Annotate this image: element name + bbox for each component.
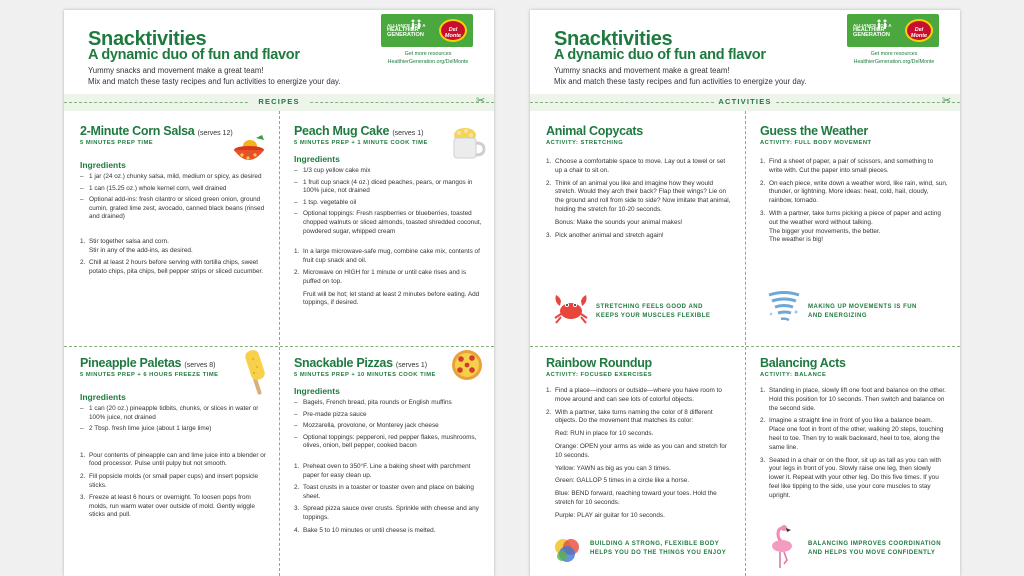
- resources-link[interactable]: HealthierGeneration.org/DelMonte: [387, 58, 469, 65]
- tornado-icon: [766, 290, 802, 326]
- step-item: 1. In a large microwave-safe mug, combine cake mix, contents of fruit cup snack and oil.: [294, 248, 480, 264]
- recipe-serves: (serves 1): [392, 130, 424, 137]
- activity-title: Animal Copycats: [546, 124, 643, 138]
- step-item: 1. Find a place—indoors or outside—where you have room to move around and can see lots of colorful objects.: [546, 387, 722, 403]
- step-text: Freeze at least 6 hours or overnight. To loosen pops from molds, run warm water over outside of mold. Gently wiggle sticks and pull.: [89, 494, 255, 519]
- ingredients-heading: Ingredients: [294, 154, 340, 164]
- recipes-sheet: [64, 10, 494, 576]
- recipe-time: 5 MINUTES PREP + 1 MINUTE COOK TIME: [294, 140, 428, 146]
- ingredients-list: [294, 399, 482, 451]
- sheet-title: Snacktivities: [554, 28, 673, 50]
- horizontal-cut-line: [530, 346, 960, 347]
- step-item: 1. Preheat oven to 350°F. Line a baking sheet with parchment paper for easy clean up.: [294, 462, 471, 479]
- step-text: Standing in place, slowly lift one foot and balance on the other. Hold this position for 10 seconds. Then switch and balance on the second side.: [769, 387, 946, 412]
- steps-list: [80, 238, 266, 276]
- step-text: Microwave on HIGH for 1 minute or until cake rises and is puffed on top.: [303, 269, 467, 285]
- healthier-generation-logo: [853, 23, 893, 39]
- step-item: 2. Think of an animal you like and imagine how they would stretch. Would they arch their back? Flap their wings? Lie on the ground and roll from side to side? Now imitate that animal, holding the stretch for 10-20 seconds. Bonus: Make the sounds your animal makes!: [546, 179, 731, 226]
- ingredients-list: [80, 173, 266, 222]
- activity-title: Balancing Acts: [760, 356, 846, 370]
- section-label: ACTIVITIES: [715, 97, 775, 106]
- sheet-intro: [554, 66, 854, 87]
- recipe-time: 5 MINUTES PREP TIME: [80, 140, 154, 146]
- tip-text: KEEPS YOUR MUSCLES FLEXIBLE: [596, 312, 711, 319]
- step-item: 3. Seated in a chair or on the floor, sit up as tall as you can with your legs in front of you. Slowly raise one leg, then slowly lower it. Repeat with your other leg. Do this five times. If you feel like tipping to the side, use your core muscles to stay upright.: [760, 456, 941, 499]
- activity-animal-copycats: [546, 124, 732, 244]
- step-text: Spread pizza sauce over crusts. Sprinkle with cheese and any toppings.: [303, 505, 479, 521]
- step-item: 2. Microwave on HIGH for 1 minute or until cake rises and is puffed on top. Fruit will be hot; let stand at least 2 minutes before eating. Add toppings, if desired.: [294, 269, 482, 307]
- step-text: Imagine a straight line in front of you like a balance beam. Place one foot in front of the other, walking 20 steps, touching heel to toe. Then try to walk backward, heel to toe, along the same line.: [769, 417, 944, 451]
- color-move: Red: RUN in place for 10 seconds.: [555, 430, 654, 438]
- tip-text: STRETCHING FEELS GOOD AND: [596, 304, 703, 310]
- pizza-icon: [450, 348, 484, 382]
- intro-line: Mix and match these tasty recipes and fun activities to energize your day.: [554, 76, 807, 86]
- ingredient-item: – Pre-made pizza sauce: [294, 411, 482, 420]
- step-item: 3. Spread pizza sauce over crusts. Sprinkle with cheese and any toppings.: [294, 505, 479, 521]
- ingredient-item: – 1 can (20 oz.) pineapple tidbits, chunks, or slices in water or 100% juice, not drained: [80, 405, 266, 422]
- ingredient-item: – Mozzarella, provolone, or Monterey jack cheese: [294, 422, 482, 431]
- ingredient-item: – 1 fruit cup snack (4 oz.) diced peaches, pears, or mangos in 100% juice, not drained: [294, 179, 482, 196]
- step-text: Fill popsicle molds (or small paper cups) and insert popsicle sticks.: [89, 472, 259, 489]
- activity-rainbow-roundup: [546, 356, 732, 525]
- step-item: 3. With a partner, take turns picking a piece of paper and acting out the weather word without talking. The bigger your movements, the better. The weather is big!: [760, 209, 941, 244]
- steps-list: [80, 452, 266, 520]
- activity-tip: [808, 540, 941, 557]
- ingredients-heading: Ingredients: [80, 160, 126, 170]
- intro-line: Mix and match these tasty recipes and fun activities to energize your day.: [88, 76, 341, 86]
- step-item: 2. With a partner, take turns naming the color of 8 different objects. Do the movement that matches its color: Red: RUN in place for 10 seconds. Orange: OPEN your arms as wide as you can and stretch for 10 seconds. Yellow: YAWN as big as you can 3 times. Green: GALLOP 5 times in a circle like a horse. Blue: BEND forward, reaching toward your toes. Hold the stretch for 10 seconds. Purple: PLAY air guitar for 10 seconds.: [546, 409, 732, 521]
- steps-list: [760, 158, 948, 245]
- step-text: With a partner, take turns picking a piece of paper and acting out the weather word without talking.: [769, 209, 941, 226]
- logo-small-text: ALLIANCE FOR A: [853, 23, 892, 28]
- del-monte-logo: [905, 19, 933, 42]
- step-item: 2. On each piece, write down a weather word, like rain, wind, sun, thunder, or lightning. More ideas: heat, cold, hail, cloudy, rainbow, tornado.: [760, 179, 948, 205]
- step-text: Bake 5 to 10 minutes or until cheese is melted.: [303, 526, 436, 534]
- recipe-serves: (serves 1): [395, 362, 428, 369]
- step-item: 2. Toast crusts in a toaster or toaster oven and place on baking sheet.: [294, 484, 474, 500]
- logo-small-text: ALLIANCE FOR A: [387, 23, 426, 28]
- step-text: Seated in a chair or on the floor, sit up as tall as you can with your legs in front of you. Slowly raise one leg, then slowly lower it. Repeat with your other leg. Do this five times. If you feel like tipping to the side, use your core muscles to stay upright.: [769, 456, 941, 499]
- ingredients-heading: Ingredients: [80, 392, 126, 402]
- step-text: Toast crusts in a toaster or toaster oven and place on baking sheet.: [303, 484, 474, 500]
- step-text: Pour contents of pineapple can and lime juice into a blender or food processor. Pulse until pulpy but not smooth.: [89, 451, 266, 468]
- ingredient-item: – Bagels, French bread, pita rounds or English muffins: [294, 399, 482, 408]
- ingredients-heading: Ingredients: [294, 386, 340, 396]
- ingredient-item: – Optional toppings: pepperoni, red pepper flakes, mushrooms, olives, onion, bell pepper, cooked bacon: [294, 434, 482, 451]
- activities-sheet: [530, 10, 960, 576]
- step-item: 3. Pick another animal and stretch again!: [546, 231, 664, 239]
- recipe-name: Snackable Pizzas: [294, 356, 393, 370]
- step-text: In a large microwave-safe mug, combine cake mix, contents of fruit cup snack and oil.: [303, 248, 480, 264]
- step-text: Bonus: Make the sounds your animal makes!: [555, 218, 683, 226]
- salsa-bowl-icon: [232, 134, 266, 166]
- ingredient-item: – Optional add-ins: fresh cilantro or sliced green onion, ground cumin, grated lime zest, avocado, canned black beans (rinsed and drained): [80, 196, 266, 222]
- activity-tip: [596, 303, 710, 320]
- logo-big-text: HEALTHIER GENERATION: [387, 27, 424, 39]
- step-text: Think of an animal you like and imagine how they would stretch. Would they arch their back? Flap their wings? Lie on the ground and roll from side to side? Now imitate that animal, holding the stretch for 10-20 seconds.: [555, 179, 731, 213]
- activity-guess-the-weather: [760, 124, 948, 249]
- step-text: Find a place—indoors or outside—where you have room to move around and can see lots of colorful objects.: [555, 387, 722, 403]
- step-text: Stir in any of the add-ins, as desired.: [89, 246, 193, 254]
- step-text: The bigger your movements, the better.: [769, 227, 881, 235]
- del-monte-text: Del Monte: [444, 27, 462, 39]
- recipe-pineapple-paletas: [80, 356, 266, 524]
- steps-list: [546, 158, 732, 240]
- section-label: RECIPES: [249, 97, 309, 106]
- step-text: With a partner, take turns naming the color of 8 different objects. Do the movement that matches its color:: [555, 408, 713, 425]
- step-text: Preheat oven to 350°F. Line a baking sheet with parchment paper for easy clean up.: [303, 462, 471, 479]
- step-text: Fruit will be hot; let stand at least 2 minutes before eating. Add toppings, if desired.: [303, 290, 480, 307]
- ingredients-list: [294, 167, 482, 236]
- recipe-name: Pineapple Paletas: [80, 356, 182, 370]
- ingredient-item: – Optional toppings: Fresh raspberries or blueberries, toasted chopped walnuts or sliced almonds, toasted shredded coconut, powdered sugar, whipped cream: [294, 210, 482, 236]
- activity-tip: [590, 540, 726, 557]
- color-move: Yellow: YAWN as big as you can 3 times.: [555, 464, 671, 472]
- step-item: 1. Pour contents of pineapple can and lime juice into a blender or food processor. Pulse until pulpy but not smooth.: [80, 451, 266, 468]
- recipe-name: Peach Mug Cake: [294, 124, 390, 138]
- tip-text: MAKING UP MOVEMENTS IS FUN: [808, 304, 917, 310]
- color-move: Purple: PLAY air guitar for 10 seconds.: [555, 511, 665, 519]
- step-item: 2. Fill popsicle molds (or small paper cups) and insert popsicle sticks.: [80, 472, 259, 489]
- activity-title: Rainbow Roundup: [546, 356, 652, 370]
- tip-text: AND HELPS YOU MOVE CONFIDENTLY: [808, 549, 936, 556]
- step-item: 4. Bake 5 to 10 minutes or until cheese is melted.: [294, 526, 436, 534]
- ingredient-item: – 1 tsp. vegetable oil: [294, 199, 482, 208]
- recipe-serves: (serves 8): [184, 362, 216, 369]
- step-text: Chill at least 2 hours before serving with tortilla chips, sweet potato chips, pita chips, bell pepper strips or sliced cucumber.: [89, 259, 264, 275]
- color-move: Blue: BEND forward, reaching toward your toes. Hold the stretch for 10 seconds.: [555, 490, 717, 506]
- steps-list: [760, 387, 948, 501]
- steps-list: [294, 248, 482, 308]
- activity-type: ACTIVITY: FOCUSED EXERCISES: [546, 372, 653, 378]
- ingredient-item: – 1 jar (24 oz.) chunky salsa, mild, medium or spicy, as desired: [80, 173, 266, 182]
- step-item: 1. Choose a comfortable space to move. Lay out a towel or set up a chair to sit on.: [546, 158, 726, 174]
- step-text: The weather is big!: [769, 236, 823, 244]
- step-item: 2. Chill at least 2 hours before serving with tortilla chips, sweet potato chips, pita chips, bell pepper strips or sliced cucumber.: [80, 259, 264, 275]
- flamingo-icon: [766, 524, 796, 570]
- recipe-snackable-pizzas: [294, 356, 482, 539]
- ingredient-item: – 1/3 cup yellow cake mix: [294, 167, 482, 176]
- step-item: 1. Find a sheet of paper, a pair of scissors, and something to write with. Cut the paper into small pieces.: [760, 158, 934, 174]
- ingredient-item: – 1 can (15.25 oz.) whole kernel corn, well drained: [80, 185, 266, 194]
- resources-text: [379, 51, 477, 66]
- activity-type: ACTIVITY: BALANCE: [760, 372, 827, 378]
- step-text: Stir together salsa and corn.: [89, 237, 169, 245]
- steps-list: [294, 463, 482, 535]
- step-text: Pick another animal and stretch again!: [555, 231, 664, 239]
- partner-logo: [381, 14, 473, 47]
- step-text: Choose a comfortable space to move. Lay out a towel or set up a chair to sit on.: [555, 158, 726, 174]
- horizontal-cut-line: [64, 346, 494, 347]
- tip-text: BUILDING A STRONG, FLEXIBLE BODY: [590, 541, 720, 547]
- recipe-serves: (serves 12): [197, 130, 233, 137]
- sheet-intro: [88, 66, 388, 87]
- resources-text: [845, 51, 943, 66]
- ingredients-list: [80, 405, 266, 434]
- ingredient-item: – 2 Tbsp. fresh lime juice (about 1 large lime): [80, 425, 266, 434]
- scissors-icon: ✂: [476, 95, 486, 107]
- activity-tip: [808, 303, 917, 320]
- activity-title: Guess the Weather: [760, 124, 868, 138]
- recipe-name: 2-Minute Corn Salsa: [80, 124, 195, 138]
- del-monte-logo: [439, 19, 467, 42]
- activity-type: ACTIVITY: STRETCHING: [546, 140, 624, 146]
- recipe-time: 5 MINUTES PREP + 6 HOURS FREEZE TIME: [80, 372, 219, 378]
- color-move: Green: GALLOP 5 times in a circle like a horse.: [555, 477, 690, 485]
- popsicle-icon: [244, 347, 270, 397]
- mug-cake-icon: [450, 126, 486, 162]
- step-text: Find a sheet of paper, a pair of scissors, and something to write with. Cut the paper into small pieces.: [769, 158, 934, 174]
- partner-logo: [847, 14, 939, 47]
- step-item: 3. Freeze at least 6 hours or overnight. To loosen pops from molds, run warm water over outside of mold. Gently wiggle sticks and pull.: [80, 494, 255, 519]
- resources-link[interactable]: HealthierGeneration.org/DelMonte: [853, 58, 935, 65]
- step-item: 1. Stir together salsa and corn. Stir in any of the add-ins, as desired.: [80, 237, 193, 254]
- intro-line: Yummy snacks and movement make a great team!: [88, 66, 264, 75]
- step-item: 2. Imagine a straight line in front of you like a balance beam. Place one foot in front of the other, walking 20 steps, touching heel to toe. Then try to walk backward, heel to toe, along the same line.: [760, 417, 944, 451]
- activity-balancing-acts: [760, 356, 948, 505]
- vertical-cut-line: [745, 111, 746, 576]
- tip-text: HELPS YOU DO THE THINGS YOU ENJOY: [590, 549, 727, 556]
- sheet-subtitle: A dynamic duo of fun and flavor: [554, 47, 766, 63]
- recipe-time: 5 MINUTES PREP + 10 MINUTES COOK TIME: [294, 372, 436, 378]
- scissors-icon: ✂: [942, 95, 952, 107]
- steps-list: [546, 387, 732, 521]
- sheet-subtitle: A dynamic duo of fun and flavor: [88, 47, 300, 63]
- del-monte-text: Del Monte: [910, 27, 928, 39]
- vertical-cut-line: [279, 111, 280, 576]
- color-move: Orange: OPEN your arms as wide as you can and stretch for 10 seconds.: [555, 442, 727, 459]
- intro-line: Yummy snacks and movement make a great team!: [554, 66, 730, 75]
- healthier-generation-logo: [387, 23, 427, 39]
- resources-label: Get more resources: [404, 51, 452, 57]
- step-text: On each piece, write down a weather word, like rain, wind, sun, thunder, or lightning. More ideas: heat, cold, hail, cloudy, rainbow, tornado.: [769, 179, 948, 205]
- tip-text: BALANCING IMPROVES COORDINATION: [808, 541, 942, 547]
- logo-big-text: HEALTHIER GENERATION: [853, 27, 890, 39]
- crab-icon: [552, 292, 590, 324]
- resources-label: Get more resources: [870, 51, 918, 57]
- sheet-title: Snacktivities: [88, 28, 207, 50]
- tip-text: AND ENERGIZING: [808, 312, 868, 319]
- activity-type: ACTIVITY: FULL BODY MOVEMENT: [760, 140, 872, 146]
- step-item: 1. Standing in place, slowly lift one foot and balance on the other. Hold this position for 10 seconds. Then switch and balance on the second side.: [760, 387, 946, 412]
- color-wheel-icon: [552, 536, 582, 566]
- recipe-title: [80, 356, 266, 370]
